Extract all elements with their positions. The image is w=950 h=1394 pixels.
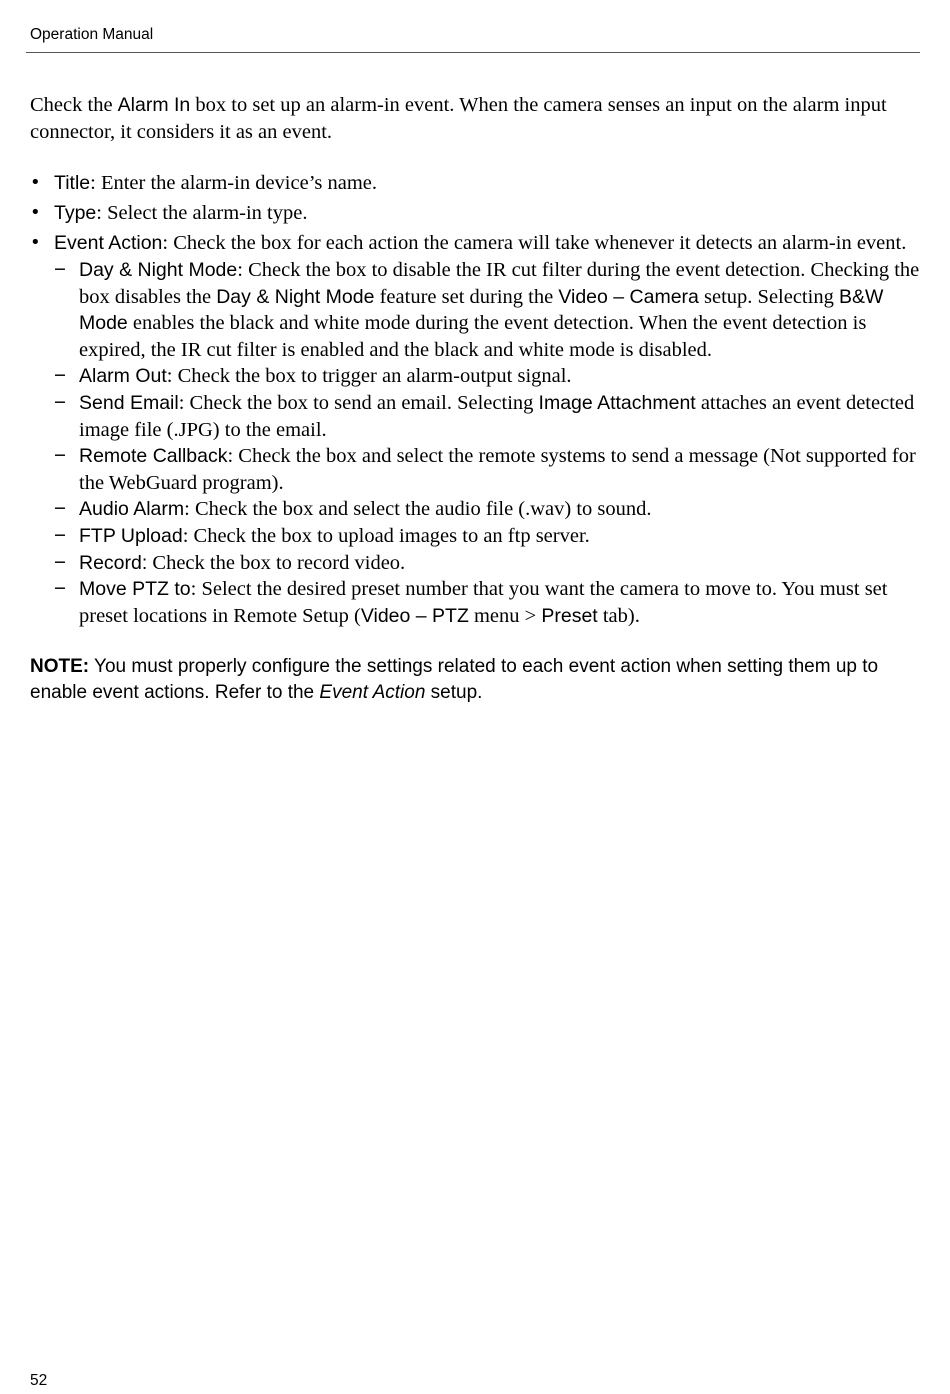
term-day-night-mode: Day & Night Mode — [79, 258, 238, 281]
sub-text: : Check the box to trigger an alarm-output signal. — [166, 365, 572, 388]
settings-bullet-list — [30, 170, 920, 629]
bullet-text: : Check the box for each action the camera will take whenever it detects an alarm-in event. — [162, 232, 907, 255]
ui-video-camera: Video – Camera — [558, 285, 699, 308]
bullet-text: : Select the alarm-in type. — [96, 202, 308, 225]
term-send-email: Send Email — [79, 391, 179, 414]
ui-image-attachment: Image Attachment — [538, 391, 696, 414]
ui-preset: Preset — [541, 604, 598, 627]
sub-item-audio-alarm — [54, 496, 920, 523]
sub-text: : Check the box to send an email. Selecting — [178, 391, 539, 414]
sub-item-ftp-upload — [54, 523, 920, 550]
sub-text: : Check the box and select the audio file (.wav) to sound. — [184, 498, 652, 521]
ui-video-ptz: Video – PTZ — [360, 604, 469, 627]
intro-alarm-in-term: Alarm In — [117, 94, 191, 116]
intro-paragraph — [30, 92, 920, 145]
term-type: Type — [54, 202, 97, 225]
sub-item-send-email — [54, 390, 920, 443]
bullet-event-action — [30, 230, 920, 629]
bullet-type — [30, 200, 920, 227]
term-event-action: Event Action — [54, 232, 163, 255]
term-title: Title — [54, 172, 91, 195]
sub-text: : Check the box to upload images to an ftp server. — [182, 524, 590, 547]
sub-text: enables the black and white mode during the event detection. When the event detection is expired, the IR cut filter is enabled and the black and white mode is disabled. — [79, 312, 867, 361]
note-paragraph — [30, 654, 920, 706]
note-text: setup. — [425, 682, 483, 704]
sub-text: feature set during the — [374, 285, 559, 308]
term-move-ptz: Move PTZ to — [79, 578, 191, 601]
sub-text: tab). — [597, 604, 640, 627]
sub-item-move-ptz — [54, 576, 920, 629]
term-remote-callback: Remote Callback — [79, 445, 228, 468]
header-divider — [26, 52, 920, 53]
sub-item-remote-callback — [54, 443, 920, 496]
sub-text: Check the box to record video. — [147, 551, 406, 574]
bullet-title — [30, 170, 920, 197]
term-alarm-out: Alarm Out — [79, 365, 167, 388]
intro-text: Check the — [30, 94, 118, 116]
bullet-text: : Enter the alarm-in device’s name. — [90, 172, 378, 195]
term-ftp-upload: FTP Upload — [79, 524, 183, 547]
sub-text: : Select the desired preset number that you want the camera to move to. You must set preset locations in Remote Setup ( — [79, 578, 888, 627]
running-header: Operation Manual — [30, 26, 154, 43]
sub-text: attaches an event detected image file (.JPG) to the email. — [79, 391, 915, 441]
sub-text: menu > — [468, 604, 542, 627]
sub-item-alarm-out — [54, 363, 920, 390]
intro-text: box to set up an alarm-in event. When the camera senses an input on the alarm input connector, it considers it as an event. — [30, 94, 887, 143]
ui-day-night-mode: Day & Night Mode — [216, 285, 375, 308]
sub-text: : Check the box to disable the IR cut filter during the event detection. Checking the box disables the — [79, 258, 920, 308]
note-label: NOTE: — [30, 656, 90, 678]
sub-item-day-night-mode — [54, 257, 920, 363]
sub-text: setup. Selecting — [698, 285, 839, 308]
event-action-sub-list — [54, 257, 920, 629]
note-event-action-reference: Event Action — [319, 682, 426, 704]
sub-text: : Check the box and select the remote systems to send a message (Not supported for the WebGuard program). — [79, 445, 916, 494]
term-audio-alarm: Audio Alarm — [79, 498, 185, 521]
term-record: Record: — [79, 551, 148, 574]
page-number: 52 — [30, 1372, 48, 1389]
page-body — [30, 92, 920, 725]
note-text: You must properly configure the settings related to each event action when setting them up to enable event actions. Refer to the — [30, 656, 879, 704]
sub-item-record — [54, 550, 920, 577]
ui-bw-mode: B&W Mode — [79, 285, 884, 335]
